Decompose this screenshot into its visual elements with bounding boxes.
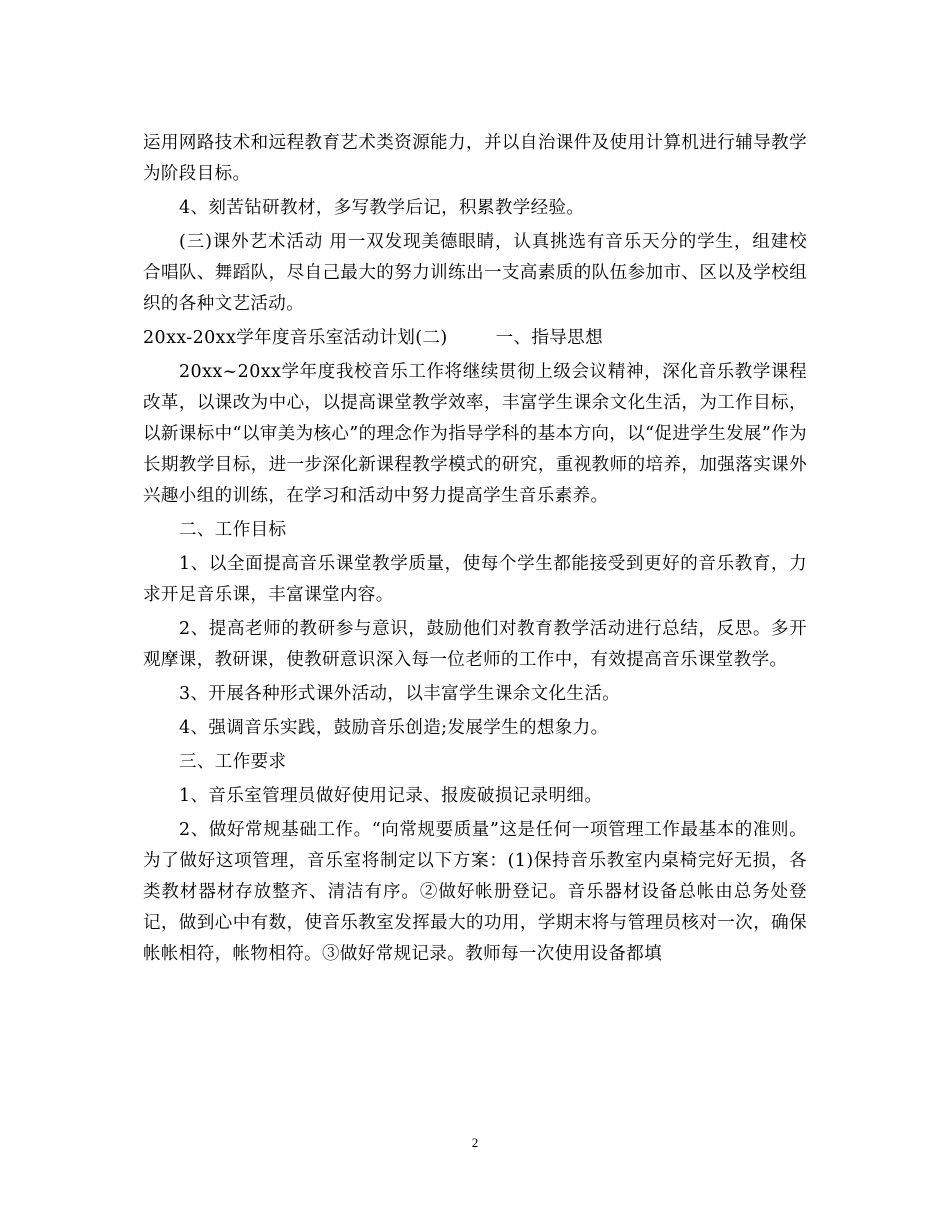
section-heading-line: [143, 323, 807, 354]
paragraph-4: 20xx~20xx学年度我校音乐工作将继续贯彻上级会议精神，深化音乐教学课程改革，以课改为中心，以提高课堂教学效率，丰富学生课余文化生活，为工作目标，以新课标中“以审美为核心”的理念作为指导学科的基本方向，以“促进学生发展”作为长期教学目标，进一步深化新课程教学模式的研究，重视教师的培养，加强落实课外兴趣小组的训练，在学习和活动中努力提高学生音乐素养。: [143, 362, 807, 506]
document-body: [143, 128, 807, 970]
page-number: 2: [471, 1135, 479, 1150]
paragraph-2: 4、刻苦钻研教材，多写教学后记，积累教学经验。: [179, 198, 585, 218]
paragraph-7: 3、开展各种形式课外活动，以丰富学生课余文化生活。: [179, 684, 621, 704]
section-heading-work-requirements: 三、工作要求: [179, 752, 287, 772]
paragraph-9: 1、音乐室管理员做好使用记录、报废破损记录明细。: [179, 786, 603, 806]
paragraph-5: 1、以全面提高音乐课堂教学质量，使每个学生都能接受到更好的音乐教育，力求开足音乐课，丰富课堂内容。: [143, 554, 807, 605]
section-heading-guiding-ideology: 一、指导思想: [495, 328, 603, 348]
paragraph-6: 2、提高老师的教研参与意识，鼓励他们对教育教学活动进行总结，反思。多开观摩课，教研课，使教研意识深入每一位老师的工作中，有效提高音乐课堂教学。: [143, 619, 807, 670]
paragraph-1: 运用网路技术和远程教育艺术类资源能力，并以自治课件及使用计算机进行辅导教学为阶段目标。: [143, 133, 807, 184]
document-title: 20xx-20xx学年度音乐室活动计划(二): [143, 328, 448, 348]
paragraph-8: 4、强调音乐实践，鼓励音乐创造;发展学生的想象力。: [179, 718, 609, 738]
paragraph-10: 2、做好常规基础工作。“向常规要质量”这是任何一项管理工作最基本的准则。为了做好这项管理，音乐室将制定以下方案：(1)保持音乐教室内桌椅完好无损，各类教材器材存放整齐、清洁有序。②做好帐册登记。音乐器材设备总帐由总务处登记，做到心中有数，使音乐教室发挥最大的功用，学期末将与管理员核对一次，确保帐帐相符，帐物相符。③做好常规记录。教师每一次使用设备都填: [143, 820, 807, 964]
section-heading-work-goals: 二、工作目标: [179, 520, 287, 540]
paragraph-3: (三)课外艺术活动 用一双发现美德眼睛，认真挑选有音乐天分的学生，组建校合唱队、舞蹈队，尽自己最大的努力训练出一支高素质的队伍参加市、区以及学校组织的各种文艺活动。: [143, 232, 807, 314]
